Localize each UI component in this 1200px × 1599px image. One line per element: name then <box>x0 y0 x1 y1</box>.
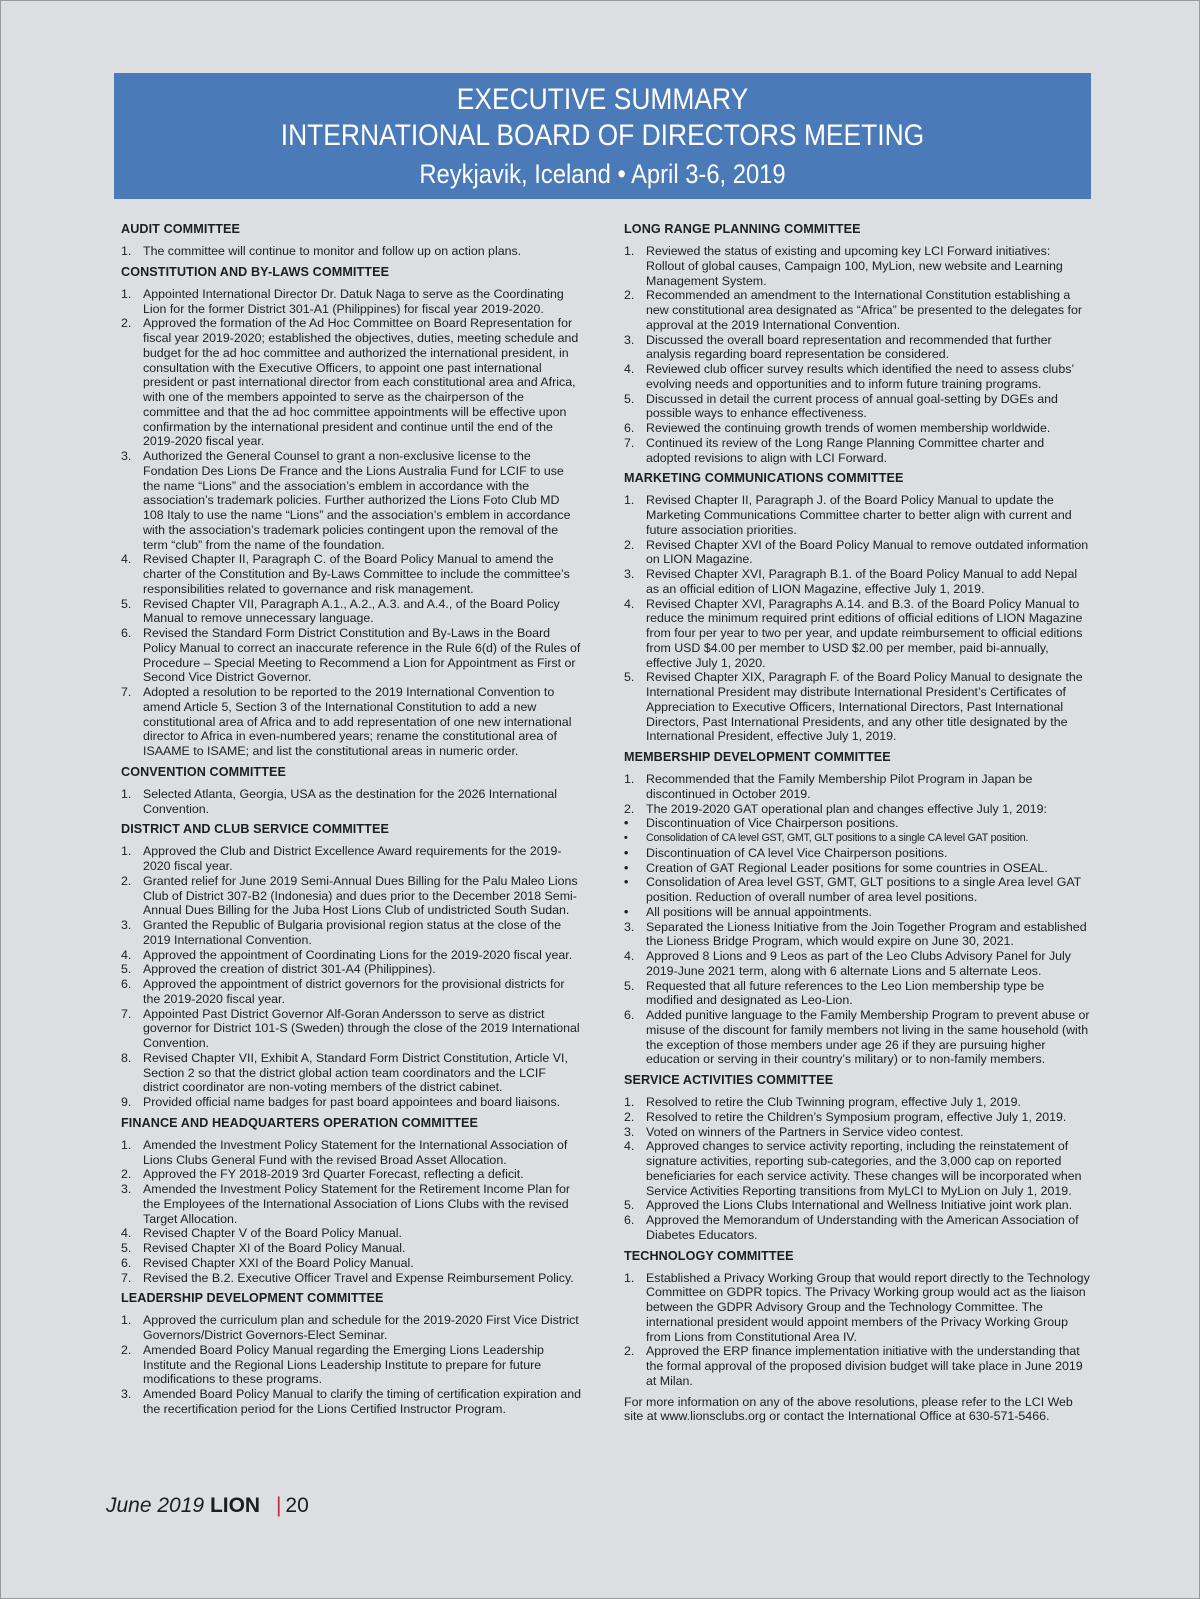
list-item <box>624 1344 1090 1388</box>
item-text: Amended Board Policy Manual regarding the Emerging Lions Leadership Institute and the Regional Lions Leadership Institute to prepare for future modifications to these programs. <box>143 1342 544 1387</box>
section-heading: DISTRICT AND CLUB SERVICE COMMITTEE <box>121 822 389 837</box>
item-number: 6. <box>121 977 132 991</box>
list-item <box>121 1182 583 1226</box>
item-text: Appointed Past District Governor Alf-Goran Andersson to serve as district governor for District 101-S (Sweden) through the close of the 2019 International Convention. <box>143 1006 580 1050</box>
section-heading: MEMBERSHIP DEVELOPMENT COMMITTEE <box>624 750 891 764</box>
item-number: 6. <box>121 1255 132 1270</box>
resolution-list <box>121 787 583 817</box>
bullet-marker: • <box>624 845 629 860</box>
item-number: 6. <box>121 626 132 640</box>
list-item <box>624 1110 1090 1125</box>
bullet-item <box>624 846 1090 861</box>
list-item <box>121 1343 583 1387</box>
section-heading: CONVENTION COMMITTEE <box>121 764 287 779</box>
list-item <box>121 1007 583 1051</box>
resolution-list <box>624 772 1090 1067</box>
item-number: 5. <box>121 596 132 611</box>
list-item <box>121 1051 583 1095</box>
bullet-marker: • <box>624 904 629 919</box>
item-text: Selected Atlanta, Georgia, USA as the destination for the 2026 International Convention. <box>143 786 557 816</box>
resolution-list <box>121 1138 583 1286</box>
section-membership-development-committee <box>624 750 1090 1067</box>
list-item <box>121 316 583 449</box>
resolution-list <box>624 1095 1090 1243</box>
item-number: 3. <box>121 918 132 932</box>
list-item <box>121 1271 583 1286</box>
item-number: 4. <box>624 949 635 963</box>
item-number: 3. <box>624 919 635 934</box>
item-number: 9. <box>121 1095 132 1109</box>
list-item <box>624 436 1090 466</box>
item-number: 3. <box>624 332 635 347</box>
item-number: 3. <box>624 567 635 581</box>
item-text: Revised the Standard Form District Constitution and By-Laws in the Board Policy Manual to correct an inaccurate reference in the Rule 6(d) of the Rules of Procedure – Special Meeting to Recommend a Lion for Appointment as First or Second Vice District Governor. <box>143 626 581 685</box>
item-text: Resolved to retire the Club Twinning program, effective July 1, 2019. <box>646 1095 1021 1109</box>
section-heading: MARKETING COMMUNICATIONS COMMITTEE <box>624 471 904 486</box>
item-number: 1. <box>624 244 635 258</box>
item-number: 2. <box>121 873 132 888</box>
list-item <box>121 1167 583 1182</box>
list-item <box>624 1139 1090 1198</box>
item-text: Recommended an amendment to the International Constitution establishing a new constitutional area designated as “Africa” be presented to the delegates for approval at the 2019 International Convention. <box>646 288 1083 332</box>
item-text: Adopted a resolution to be reported to the 2019 International Convention to amend Article 5, Section 3 of the International Constitution to add a new constitutional area of Africa and to add representation of one new international director to Africa in even-numbered years; rename the constitutional area of ISAAME to ISAME; and list the constitutional areas in numeric order. <box>143 685 572 758</box>
bullet-item <box>624 861 1090 876</box>
section-district-and-club-service-committee <box>121 822 583 1110</box>
item-text: Approved the formation of the Ad Hoc Committee on Board Representation for fiscal year 2019-2020; established the objectives, duties, meeting schedule and budget for the ad hoc committee and authorized the international president, in consultation with the Executive Officers, to appoint one past international president or past international director from each constitutional area and Africa, with one of the members appointed to serve as the chairperson of the committee and that the ad hoc committee appointments will be effective upon confirmation by the international president and continue until the end of the 2019-2020 fiscal year. <box>143 316 579 449</box>
item-number: 4. <box>121 1226 132 1241</box>
list-item <box>121 844 583 874</box>
item-text: Consolidation of Area level GST, GMT, GLT positions to a single Area level GAT position. Reduction of overall number of area level positions. <box>646 875 1082 904</box>
bullet-marker: • <box>624 832 628 844</box>
list-item <box>624 597 1090 671</box>
item-number: 1. <box>121 244 132 258</box>
item-text: Consolidation of CA level GST, GMT, GLT positions to a single CA level GAT position. <box>646 832 1029 844</box>
item-number: 7. <box>121 1270 132 1285</box>
item-text: Appointed International Director Dr. Datuk Naga to serve as the Coordinating Lion for the former District 301-A1 (Philippines) for fiscal year 2019-2020. <box>143 286 564 316</box>
item-text: Approved the Memorandum of Understanding with the American Association of Diabetes Educators. <box>646 1213 1079 1242</box>
item-number: 3. <box>121 449 132 463</box>
item-number: 2. <box>624 1109 635 1124</box>
item-text: Approved the appointment of district governors for the provisional districts for the 2019-2020 fiscal year. <box>143 977 565 1006</box>
item-number: 3. <box>121 1182 132 1196</box>
item-text: Approved the Club and District Excellence Award requirements for the 2019-2020 fiscal year. <box>143 844 562 873</box>
list-item <box>624 949 1090 979</box>
item-number: 4. <box>121 552 132 567</box>
item-number: 5. <box>624 978 635 993</box>
bullet-marker: • <box>624 816 629 831</box>
resolution-list <box>624 244 1090 465</box>
section-heading: FINANCE AND HEADQUARTERS OPERATION COMMITTEE <box>121 1115 479 1130</box>
item-text: Approved the curriculum plan and schedule for the 2019-2020 First Vice District Governors/District Governors-Elect Seminar. <box>143 1313 579 1342</box>
page-footer <box>106 1494 309 1518</box>
section-service-activities-committee <box>624 1073 1090 1243</box>
item-text: Approved the FY 2018-2019 3rd Quarter Forecast, reflecting a deficit. <box>143 1167 524 1182</box>
item-number: 7. <box>121 685 132 699</box>
list-item <box>624 333 1090 363</box>
bullet-marker: • <box>624 860 629 875</box>
item-text: Voted on winners of the Partners in Service video contest. <box>646 1124 964 1139</box>
list-item <box>121 918 583 948</box>
item-number: 3. <box>121 1387 132 1401</box>
list-item <box>624 920 1090 950</box>
item-text: Revised Chapter XI of the Board Policy Manual. <box>143 1241 406 1255</box>
item-number: 1. <box>121 1313 132 1328</box>
list-item <box>121 244 583 259</box>
footer-magazine: LION <box>209 1494 261 1517</box>
resolution-list <box>121 287 583 759</box>
list-item <box>624 1125 1090 1140</box>
list-item <box>121 552 583 596</box>
list-item <box>624 772 1090 802</box>
resolution-list <box>121 1313 583 1416</box>
list-item <box>624 670 1090 744</box>
bullet-item <box>624 831 1090 846</box>
item-number: 2. <box>624 1344 635 1359</box>
item-number: 1. <box>624 493 635 508</box>
section-heading: LONG RANGE PLANNING COMMITTEE <box>624 222 861 236</box>
item-number: 4. <box>624 362 635 376</box>
item-number: 5. <box>624 670 635 685</box>
item-text: Requested that all future references to the Leo Lion membership type be modified and designated as Leo-Lion. <box>646 978 1045 1008</box>
list-item <box>624 362 1090 392</box>
header-banner <box>114 73 1091 199</box>
list-item <box>624 1008 1090 1067</box>
bullet-item <box>624 905 1090 920</box>
list-item <box>121 449 583 552</box>
list-item <box>121 977 583 1007</box>
item-number: 2. <box>121 1167 132 1182</box>
item-text: Revised the B.2. Executive Officer Travel and Expense Reimbursement Policy. <box>143 1270 574 1285</box>
section-technology-committee <box>624 1249 1090 1389</box>
item-text: Creation of GAT Regional Leader positions for some countries in OSEAL. <box>646 860 1048 875</box>
resolution-list <box>121 844 583 1110</box>
footer-separator: | <box>275 1494 282 1517</box>
item-text: Established a Privacy Working Group that would report directly to the Technology Committee on GDPR topics. The Privacy Working group would act as the liaison between the GDPR Advisory Group and the Technology Committee. The international president would appoint members of the Privacy Working Group from Lions from Constitutional Area IV. <box>646 1270 1090 1344</box>
item-text: Amended the Investment Policy Statement for the Retirement Income Plan for the Employees of the International Association of Lions Clubs with the revised Target Allocation. <box>143 1182 570 1226</box>
list-item <box>121 874 583 918</box>
item-text: Approved the creation of district 301-A4 (Philippines). <box>143 962 436 977</box>
list-item <box>624 1271 1090 1345</box>
item-number: 6. <box>624 421 635 435</box>
item-text: Approved the Lions Clubs International and Wellness Initiative joint work plan. <box>646 1198 1073 1213</box>
section-heading: TECHNOLOGY COMMITTEE <box>624 1248 794 1263</box>
list-item <box>121 626 583 685</box>
list-item <box>121 1256 583 1271</box>
list-item <box>624 1198 1090 1213</box>
section-heading: CONSTITUTION AND BY-LAWS COMMITTEE <box>121 264 390 279</box>
list-item <box>624 567 1090 597</box>
item-number: 5. <box>624 1198 635 1213</box>
section-convention-committee <box>121 765 583 817</box>
item-text: Revised Chapter II, Paragraph C. of the Board Policy Manual to amend the charter of the Constitution and By-Laws Committee to include the committee’s responsibilities related to governance and risk management. <box>143 552 570 596</box>
list-item <box>624 421 1090 436</box>
list-item <box>121 287 583 317</box>
list-item <box>121 787 583 817</box>
list-item <box>121 948 583 963</box>
closing-note: For more information on any of the above resolutions, please refer to the LCI Web site at www.lionsclubs.org or contact the International Office at 630-571-5466. <box>624 1394 1073 1424</box>
item-number: 4. <box>624 1139 635 1154</box>
list-item <box>624 392 1090 422</box>
item-text: Discontinuation of Vice Chairperson positions. <box>646 816 899 831</box>
left-column <box>121 220 583 1423</box>
item-text: Granted relief for June 2019 Semi-Annual Dues Billing for the Palu Maleo Lions Club of District 307-B2 (Indonesia) and dues prior to the December 2018 Semi-Annual Dues Billing for the Juba Host Lions Club of undistricted South Sudan. <box>143 873 578 918</box>
right-column <box>624 220 1090 1424</box>
section-constitution-and-by-laws-committee <box>121 265 583 759</box>
list-item <box>624 1213 1090 1243</box>
list-item <box>624 802 1090 817</box>
item-number: 1. <box>121 786 132 801</box>
item-text: Revised Chapter XXI of the Board Policy Manual. <box>143 1255 414 1270</box>
list-item <box>624 1095 1090 1110</box>
item-text: Approved the appointment of Coordinating Lions for the 2019-2020 fiscal year. <box>143 947 573 962</box>
item-text: Reviewed club officer survey results which identified the need to assess clubs’ evolving needs and opportunities and to inform future training programs. <box>646 362 1074 391</box>
list-item <box>121 1226 583 1241</box>
list-item <box>121 962 583 977</box>
item-text: Approved the ERP finance implementation initiative with the understanding that the formal approval of the proposed division budget will take place in June 2019 at Milan. <box>646 1344 1083 1388</box>
item-text: Reviewed the status of existing and upcoming key LCI Forward initiatives: Rollout of global causes, Campaign 100, MyLion, new website and Learning Management System. <box>646 244 1063 288</box>
resolution-list <box>624 1271 1090 1389</box>
section-audit-committee <box>121 222 583 259</box>
resolution-list <box>624 493 1090 744</box>
item-number: 7. <box>624 435 635 450</box>
footer-date: June 2019 <box>106 1494 205 1517</box>
page-number: 20 <box>285 1494 309 1517</box>
banner-location-date: Reykjavik, Iceland • April 3-6, 2019 <box>419 159 786 189</box>
bullet-marker: • <box>624 875 629 890</box>
item-number: 5. <box>121 962 132 977</box>
list-item <box>121 1241 583 1256</box>
item-text: Recommended that the Family Membership Pilot Program in Japan be discontinued in October 2019. <box>646 772 1033 801</box>
item-text: Revised Chapter V of the Board Policy Manual. <box>143 1226 402 1241</box>
item-number: 1. <box>624 1270 635 1285</box>
item-text: Reviewed the continuing growth trends of women membership worldwide. <box>646 421 1051 435</box>
item-number: 1. <box>121 286 132 301</box>
item-text: Authorized the General Counsel to grant a non-exclusive license to the Fondation Des Lions De France and the Lions Australia Fund for LCIF to use the name “Lions” and the association’s emblem in accordance with the association’s trademark policies. Further authorized the Lions Foto Club MD 108 Italy to use the name “Lions” and the association’s emblem in accordance with the association’s trademark policies contingent upon the removal of the term “club” from the name of the foundation. <box>143 449 571 552</box>
section-heading: LEADERSHIP DEVELOPMENT COMMITTEE <box>121 1291 384 1306</box>
section-heading: SERVICE ACTIVITIES COMMITTEE <box>624 1073 834 1087</box>
item-text: Amended the Investment Policy Statement for the International Association of Lions Clubs General Fund with the revised Broad Asset Allocation. <box>143 1137 568 1167</box>
section-leadership-development-committee <box>121 1291 583 1416</box>
section-heading: AUDIT COMMITTEE <box>121 222 241 236</box>
item-number: 6. <box>624 1008 635 1022</box>
item-text: Discussed the overall board representation and recommended that further analysis regarding board representation be considered. <box>646 332 1052 362</box>
bullet-item <box>624 816 1090 831</box>
list-item <box>121 1387 583 1417</box>
item-text: Revised Chapter VII, Exhibit A, Standard Form District Constitution, Article VI, Section 2 so that the district global action team coordinators and the LCIF district coordinator are non-voting members of the district cabinet. <box>143 1050 568 1095</box>
list-item <box>121 685 583 759</box>
item-text: All positions will be annual appointments. <box>646 904 872 919</box>
list-item <box>624 288 1090 332</box>
item-number: 2. <box>624 801 635 816</box>
item-number: 4. <box>121 947 132 962</box>
section-long-range-planning-committee <box>624 222 1090 465</box>
item-text: The committee will continue to monitor and follow up on action plans. <box>143 244 522 258</box>
item-text: The 2019-2020 GAT operational plan and changes effective July 1, 2019: <box>646 801 1047 816</box>
item-text: Resolved to retire the Children’s Symposium program, effective July 1, 2019. <box>646 1109 1067 1124</box>
list-item <box>121 1138 583 1168</box>
item-text: Approved 8 Lions and 9 Leos as part of the Leo Clubs Advisory Panel for July 2019-June 2021 term, along with 6 alternate Lions and 5 alternate Leos. <box>646 949 1071 978</box>
item-text: Revised Chapter XVI of the Board Policy Manual to remove outdated information on LION Magazine. <box>646 537 1089 567</box>
list-item <box>624 538 1090 568</box>
item-number: 2. <box>121 316 132 331</box>
item-text: Added punitive language to the Family Membership Program to prevent abuse or misuse of the discount for family members not living in the same household (with the exception of those members under age 26 if they are pursuing higher education or serving in their country’s military) or to non-family members. <box>646 1008 1090 1067</box>
list-item <box>121 1095 583 1110</box>
section-marketing-communications-committee <box>624 471 1090 744</box>
item-number: 1. <box>624 1095 635 1109</box>
item-number: 1. <box>121 1137 132 1152</box>
item-number: 1. <box>624 772 635 786</box>
item-text: Revised Chapter VII, Paragraph A.1., A.2., A.3. and A.4., of the Board Policy Manual to remove unnecessary language. <box>143 596 560 626</box>
item-text: Continued its review of the Long Range Planning Committee charter and adopted revisions to align with LCI Forward. <box>646 435 1045 465</box>
item-text: Discussed in detail the current process of annual goal-setting by DGEs and possible ways to enhance effectiveness. <box>646 391 1058 421</box>
item-number: 8. <box>121 1050 132 1065</box>
list-item <box>624 493 1090 537</box>
banner-title: EXECUTIVE SUMMARY <box>456 83 749 116</box>
item-text: Revised Chapter XIX, Paragraph F. of the Board Policy Manual to designate the International President may distribute International President’s Certificates of Appreciation to Executive Officers, International Directors, Past International Directors, Past International Presidents, and any other title designated by the International President, effective July 1, 2019. <box>646 670 1083 744</box>
bullet-item <box>624 875 1090 905</box>
item-text: Revised Chapter XVI, Paragraph B.1. of the Board Policy Manual to add Nepal as an official edition of LION Magazine, effective July 1, 2019. <box>646 567 1078 596</box>
item-number: 5. <box>624 391 635 406</box>
item-text: Amended Board Policy Manual to clarify the timing of certification expiration and the recertification period for the Lions Certified Instructor Program. <box>143 1387 582 1416</box>
item-text: Revised Chapter II, Paragraph J. of the Board Policy Manual to update the Marketing Communications Committee charter to better align with current and future association priorities. <box>646 493 1072 537</box>
list-item <box>121 597 583 627</box>
item-number: 7. <box>121 1006 132 1021</box>
item-number: 2. <box>624 537 635 552</box>
item-text: Revised Chapter XVI, Paragraphs A.14. and B.3. of the Board Policy Manual to reduce the minimum required print editions of official editions of LION Magazine from four per year to two per year, and update reimbursement to official editions from USD $4.00 per member to USD $2.00 per member, paid bi-annually, effective July 1, 2020. <box>646 596 1083 670</box>
item-number: 4. <box>624 596 635 611</box>
resolution-list <box>121 244 583 259</box>
list-item <box>624 244 1090 288</box>
item-number: 2. <box>624 288 635 303</box>
list-item <box>624 979 1090 1009</box>
banner-subtitle: INTERNATIONAL BOARD OF DIRECTORS MEETING <box>280 119 925 152</box>
item-text: Approved changes to service activity reporting, including the reinstatement of signature activities, reporting sub-categories, and the 3,000 cap on reported beneficiaries for each service activity. These changes will be incorporated when Service Activities Reporting transitions from MyLCI to MyLion on July 1, 2019. <box>646 1139 1082 1198</box>
section-finance-and-headquarters-operation-committee <box>121 1116 583 1286</box>
item-number: 1. <box>121 844 132 859</box>
item-text: Granted the Republic of Bulgaria provisional region status at the close of the 2019 International Convention. <box>143 918 562 947</box>
item-number: 5. <box>121 1241 132 1255</box>
list-item <box>121 1313 583 1343</box>
item-number: 6. <box>624 1213 635 1227</box>
item-text: Provided official name badges for past board appointees and board liaisons. <box>143 1095 561 1109</box>
item-text: Discontinuation of CA level Vice Chairperson positions. <box>646 845 948 860</box>
item-number: 2. <box>121 1342 132 1357</box>
item-text: Separated the Lioness Initiative from the Join Together Program and established the Lioness Bridge Program, which would expire on June 30, 2021. <box>646 919 1087 949</box>
item-number: 3. <box>624 1124 635 1139</box>
